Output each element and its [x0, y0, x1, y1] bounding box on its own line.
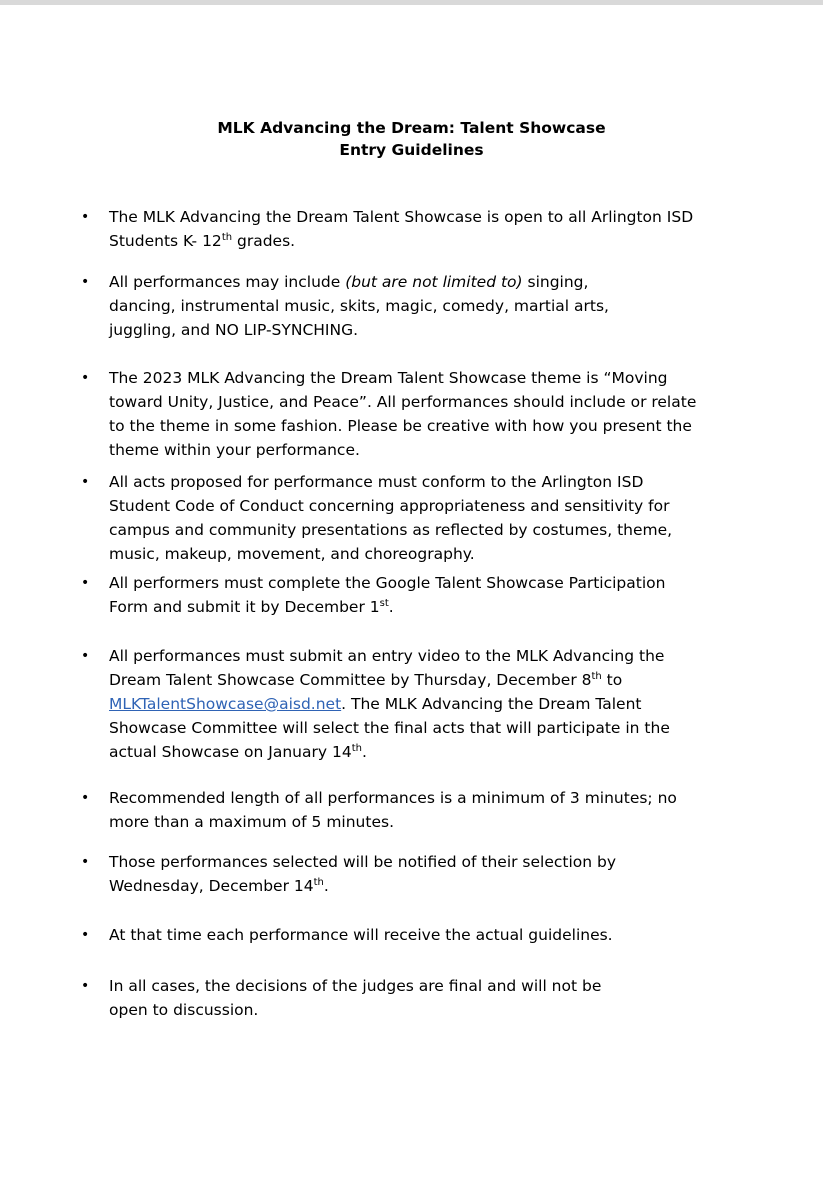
ordinal-suffix: th — [313, 877, 324, 888]
text-line: All performers must complete the Google Talent Showcase Participation — [109, 574, 666, 592]
list-item-text — [109, 850, 779, 898]
list-item-text — [109, 571, 779, 619]
text-run: . — [388, 598, 394, 616]
list-item-text — [109, 974, 779, 1022]
text-line — [109, 692, 779, 716]
text-run: . — [361, 743, 367, 761]
text-line: All acts proposed for performance must conform to the Arlington ISD — [109, 473, 644, 491]
bullet-icon: • — [81, 474, 90, 490]
text-run: Form and submit it by December 1 — [109, 598, 380, 616]
ordinal-suffix: th — [221, 232, 233, 243]
text-line: Student Code of Conduct concerning appropriateness and sensitivity for — [109, 497, 670, 515]
text-line: to the theme in some fashion. Please be creative with how you present the — [109, 417, 692, 435]
text-run: Students K- 12 — [109, 232, 222, 250]
document-subtitle: Entry Guidelines — [339, 141, 484, 159]
text-run: Dream Talent Showcase Committee by Thursday, December 8 — [109, 671, 592, 689]
text-line: campus and community presentations as reflected by costumes, theme, — [109, 521, 673, 539]
bullet-icon: • — [81, 854, 90, 870]
bullet-icon: • — [81, 209, 90, 225]
text-run: Wednesday, December 14 — [109, 877, 314, 895]
bullet-icon: • — [81, 274, 90, 290]
page-top-border — [0, 0, 823, 5]
text-line: Recommended length of all performances is a minimum of 3 minutes; no — [109, 789, 677, 807]
ordinal-suffix: st — [379, 598, 389, 609]
list-item-text — [109, 470, 779, 566]
text-line: juggling, and NO LIP-SYNCHING. — [109, 321, 359, 339]
text-line — [109, 874, 779, 898]
bullet-icon: • — [81, 648, 90, 664]
bullet-icon: • — [81, 370, 90, 386]
text-line — [109, 668, 779, 692]
email-link[interactable]: MLKTalentShowcase@aisd.net — [109, 695, 342, 713]
text-line: theme within your performance. — [109, 441, 360, 459]
list-item-text — [109, 786, 779, 834]
text-run: singing, — [522, 273, 589, 291]
text-line: At that time each performance will receive the actual guidelines. — [109, 926, 613, 944]
ordinal-suffix: th — [351, 743, 362, 754]
text-line: dancing, instrumental music, skits, magic, comedy, martial arts, — [109, 297, 609, 315]
text-run: All performances may include — [109, 273, 346, 291]
text-line: Showcase Committee will select the final acts that will participate in the — [109, 719, 670, 737]
text-line: All performances must submit an entry video to the MLK Advancing the — [109, 647, 665, 665]
text-line: open to discussion. — [109, 1001, 259, 1019]
text-line — [109, 595, 779, 619]
text-line — [109, 229, 779, 253]
text-line: music, makeup, movement, and choreography. — [109, 545, 475, 563]
text-line: The MLK Advancing the Dream Talent Showcase is open to all Arlington ISD — [109, 208, 694, 226]
text-line — [109, 270, 779, 294]
text-line: The 2023 MLK Advancing the Dream Talent Showcase theme is “Moving — [109, 369, 668, 387]
ordinal-suffix: th — [591, 671, 602, 682]
list-item-text — [109, 205, 779, 253]
text-line: In all cases, the decisions of the judges are final and will not be — [109, 977, 602, 995]
text-run: grades. — [232, 232, 296, 250]
text-run: . The MLK Advancing the Dream Talent — [341, 695, 642, 713]
list-item-text — [109, 644, 779, 764]
bullet-icon: • — [81, 978, 90, 994]
text-line: toward Unity, Justice, and Peace”. All performances should include or relate — [109, 393, 697, 411]
emphasis-text: (but are not limited to) — [345, 273, 523, 291]
list-item-text — [109, 270, 779, 342]
list-item-text — [109, 923, 779, 947]
text-line: Those performances selected will be notified of their selection by — [109, 853, 617, 871]
text-line: more than a maximum of 5 minutes. — [109, 813, 395, 831]
list-item-text — [109, 366, 779, 462]
bullet-icon: • — [81, 927, 90, 943]
bullet-icon: • — [81, 575, 90, 591]
text-line — [109, 740, 779, 764]
text-run: to — [601, 671, 623, 689]
document-title: MLK Advancing the Dream: Talent Showcase — [217, 119, 606, 137]
text-run: . — [323, 877, 329, 895]
bullet-icon: • — [81, 790, 90, 806]
document-header — [0, 117, 823, 161]
text-run: actual Showcase on January 14 — [109, 743, 352, 761]
